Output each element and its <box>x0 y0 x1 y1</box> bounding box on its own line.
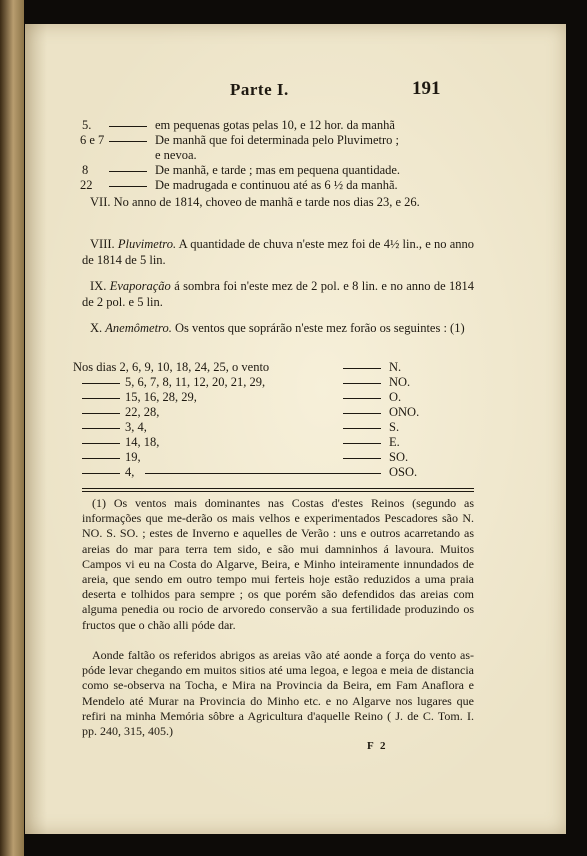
wind-direction: ONO. <box>389 405 420 419</box>
wind-direction: SO. <box>389 450 409 464</box>
rain-text: De manhã, e tarde ; mas em pequena quantidade. <box>155 163 401 177</box>
wind-direction: E. <box>389 435 400 449</box>
rain-day: 5. <box>82 118 92 132</box>
footnote-paragraph: (1) Os ventos mais dominantes nas Costas d'estes Reinos (segundo as informações que me-derão os mais velhos e experimentados Pescadores são N. NO. S. SO. ; estes de Inverno e aquelles de Verão : uns e outros acarretando as areias do mar para terra tem sido, e são mui damninhos á lavoura. Muitos Campos vi eu na Costa do Algarve, Beira, e Minho inteiramente innundados de areia, que sendo em outro tempo mui ferteis hoje estão reduzidos a uma praia deserta e tolhidos para sempre ; os que porém são defendidos das areias com alguma penedia ou rocio de arvoredo conservão a sua fertilidade produzindo os fructos que o chão alli póde dar. <box>82 496 474 632</box>
leader-dash <box>82 458 120 459</box>
leader-dash <box>343 428 381 429</box>
leader-dash <box>343 413 381 414</box>
wind-direction: S. <box>389 420 400 434</box>
wind-days: 5, 6, 7, 8, 11, 12, 20, 21, 29, <box>125 375 266 389</box>
rain-text: De madrugada e continuou até as 6 ½ da manhã. <box>155 178 398 192</box>
footnote-rule <box>82 488 474 489</box>
leader-dash <box>343 443 381 444</box>
rain-day: 6 e 7 <box>80 133 105 147</box>
section-vii-text: VII. No anno de 1814, choveo de manhã e tarde nos dias 23, e 26. <box>90 195 420 209</box>
wind-days: 3, 4, <box>125 420 147 434</box>
leader-dash <box>145 473 381 474</box>
wind-direction: O. <box>389 390 402 404</box>
wind-days: Nos dias 2, 6, 9, 10, 18, 24, 25, o vento <box>73 360 270 374</box>
leader-dash <box>82 398 120 399</box>
section-vii <box>82 194 474 210</box>
leader-dash <box>109 141 147 142</box>
section-number: X. <box>90 321 103 335</box>
wind-days: 15, 16, 28, 29, <box>125 390 197 404</box>
leader-dash <box>82 428 120 429</box>
leader-dash <box>82 383 120 384</box>
section-number: IX. <box>90 279 107 293</box>
rain-day: 8 <box>82 163 89 177</box>
leader-dash <box>82 443 120 444</box>
leader-dash <box>109 186 147 187</box>
wind-days: 22, 28, <box>125 405 160 419</box>
wind-days: 19, <box>125 450 141 464</box>
section-number: VIII. <box>90 237 115 251</box>
rain-text: De manhã que foi determinada pelo Pluvimetro ; <box>155 133 400 147</box>
section-ix <box>82 278 474 310</box>
section-x <box>82 320 474 336</box>
footnote-rule <box>82 491 474 492</box>
leader-dash <box>109 126 147 127</box>
leader-dash <box>343 398 381 399</box>
wind-days: 4, <box>125 465 135 479</box>
section-text: á sombra foi n'este mez de 2 pol. e 8 lin. e no anno de 1814 de 2 pol. e 5 lin. <box>82 279 475 309</box>
leader-dash <box>343 458 381 459</box>
wind-direction: NO. <box>389 375 411 389</box>
footnote-paragraph: Aonde faltão os referidos abrigos as areias vão até aonde a força do vento as-póde levar chegando em muitos sitios até uma legoa, e legoa e meia de distancia como se-observa na Tocha, e Mira na Provincia da Beira, em Fam Anaflora e Mendelo até Murar na Provincia do Minho etc. e no Algarve nos lugares que refiri na minha Memória sôbre a Agricultura d'aquelle Reino ( J. de C. Tom. I. pp. 240, 315, 405.) <box>82 648 474 739</box>
wind-days: 14, 18, <box>125 435 160 449</box>
section-heading: Anemômetro. <box>105 321 172 335</box>
section-heading: Pluvimetro. <box>117 237 177 251</box>
page-number: 191 <box>412 78 441 99</box>
section-text: A quantidade de chuva n'este mez foi de 4½ lin., e no anno de 1814 de 5 lin. <box>82 237 475 267</box>
section-viii <box>82 236 474 268</box>
part-title: Parte I. <box>230 80 289 99</box>
rain-day: 22 <box>80 178 93 192</box>
leader-dash <box>109 171 147 172</box>
rain-text: e nevoa. <box>155 148 197 162</box>
leader-dash <box>82 413 120 414</box>
leader-dash <box>343 383 381 384</box>
wind-direction: N. <box>389 360 402 374</box>
rain-text: em pequenas gotas pelas 10, e 12 hor. da manhã <box>155 118 395 132</box>
book-page <box>25 24 566 834</box>
running-head <box>25 80 566 104</box>
signature-mark: F 2 <box>367 740 388 752</box>
wind-direction: OSO. <box>389 465 418 479</box>
leader-dash <box>82 473 120 474</box>
leader-dash <box>343 368 381 369</box>
section-text: Os ventos que soprárão n'este mez forão os seguintes : (1) <box>174 321 465 335</box>
section-heading: Evaporação <box>109 279 171 293</box>
previous-page-edge <box>0 0 24 856</box>
